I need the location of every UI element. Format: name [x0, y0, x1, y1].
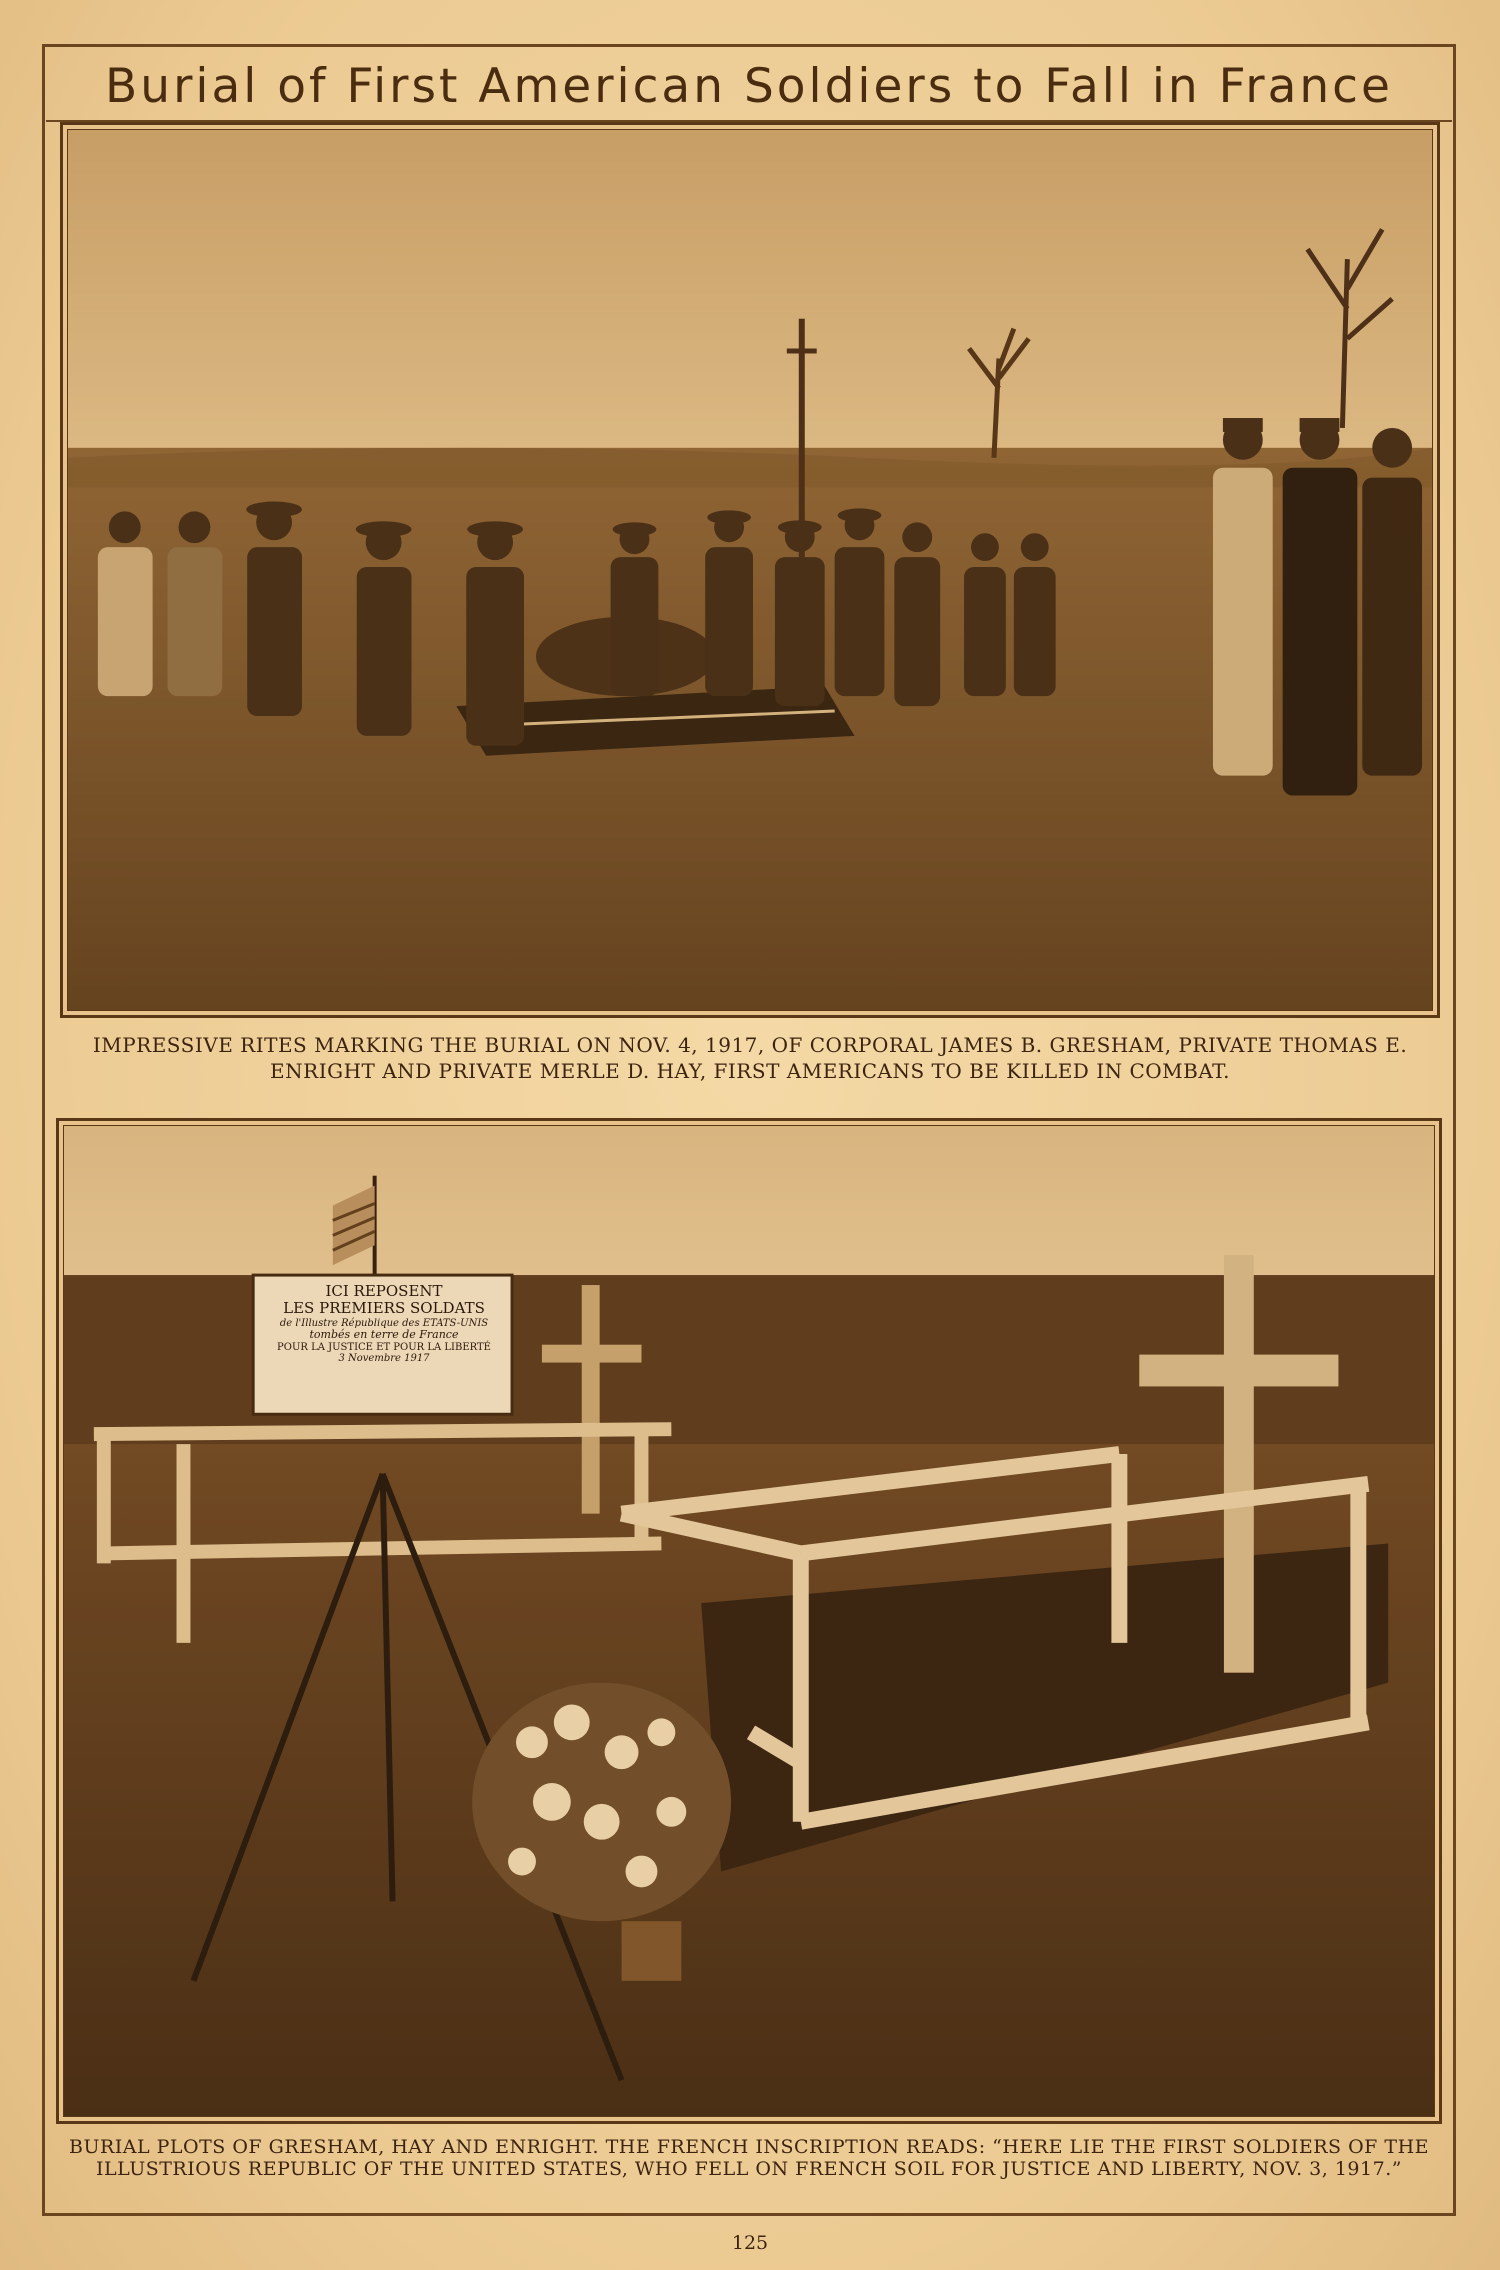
- burial-plots-photo: [63, 1125, 1435, 2117]
- sign-line-6: 3 Novembre 1917: [338, 1353, 430, 1365]
- burial-rites-caption: IMPRESSIVE RITES MARKING THE BURIAL ON NOV. 4, 1917, OF CORPORAL JAMES B. GRESHAM, PRIVATE THOMAS E. ENRIGHT AND PRIVATE MERLE D. HAY, FIRST AMERICANS TO BE KILLED IN COMBAT.: [92, 1033, 1408, 1083]
- sign-line-1: ICI REPOSENT: [325, 1282, 443, 1300]
- burial-plots-caption: BURIAL PLOTS OF GRESHAM, HAY AND ENRIGHT. THE FRENCH INSCRIPTION READS: “HERE LIE THE FIRST SOLDIERS OF THE ILLUSTRIOUS REPUBLIC OF THE UNITED STATES, WHO FELL ON FRENCH SOIL FOR JUSTICE AND LIBERTY, NOV. 3, 1917.”: [68, 2136, 1430, 2180]
- memorial-sign: [255, 1277, 513, 1415]
- sign-line-3: de l'Illustre République des ETATS-UNIS: [279, 1317, 489, 1329]
- burial-rites-illustration: [68, 130, 1432, 1010]
- sign-line-5: POUR LA JUSTICE ET POUR LA LIBERTÉ: [277, 1341, 491, 1353]
- sign-line-4: tombés en terre de France: [309, 1328, 459, 1341]
- burial-rites-photo-frame: [60, 122, 1440, 1018]
- sign-line-2: LES PREMIERS SOLDATS: [283, 1299, 485, 1318]
- burial-rites-photo: [67, 129, 1433, 1011]
- burial-plots-illustration: [64, 1126, 1434, 2116]
- page-title: Burial of First American Soldiers to Fall in France: [105, 59, 1393, 114]
- page-number: 125: [731, 2232, 769, 2254]
- burial-plots-photo-frame: [56, 1118, 1442, 2124]
